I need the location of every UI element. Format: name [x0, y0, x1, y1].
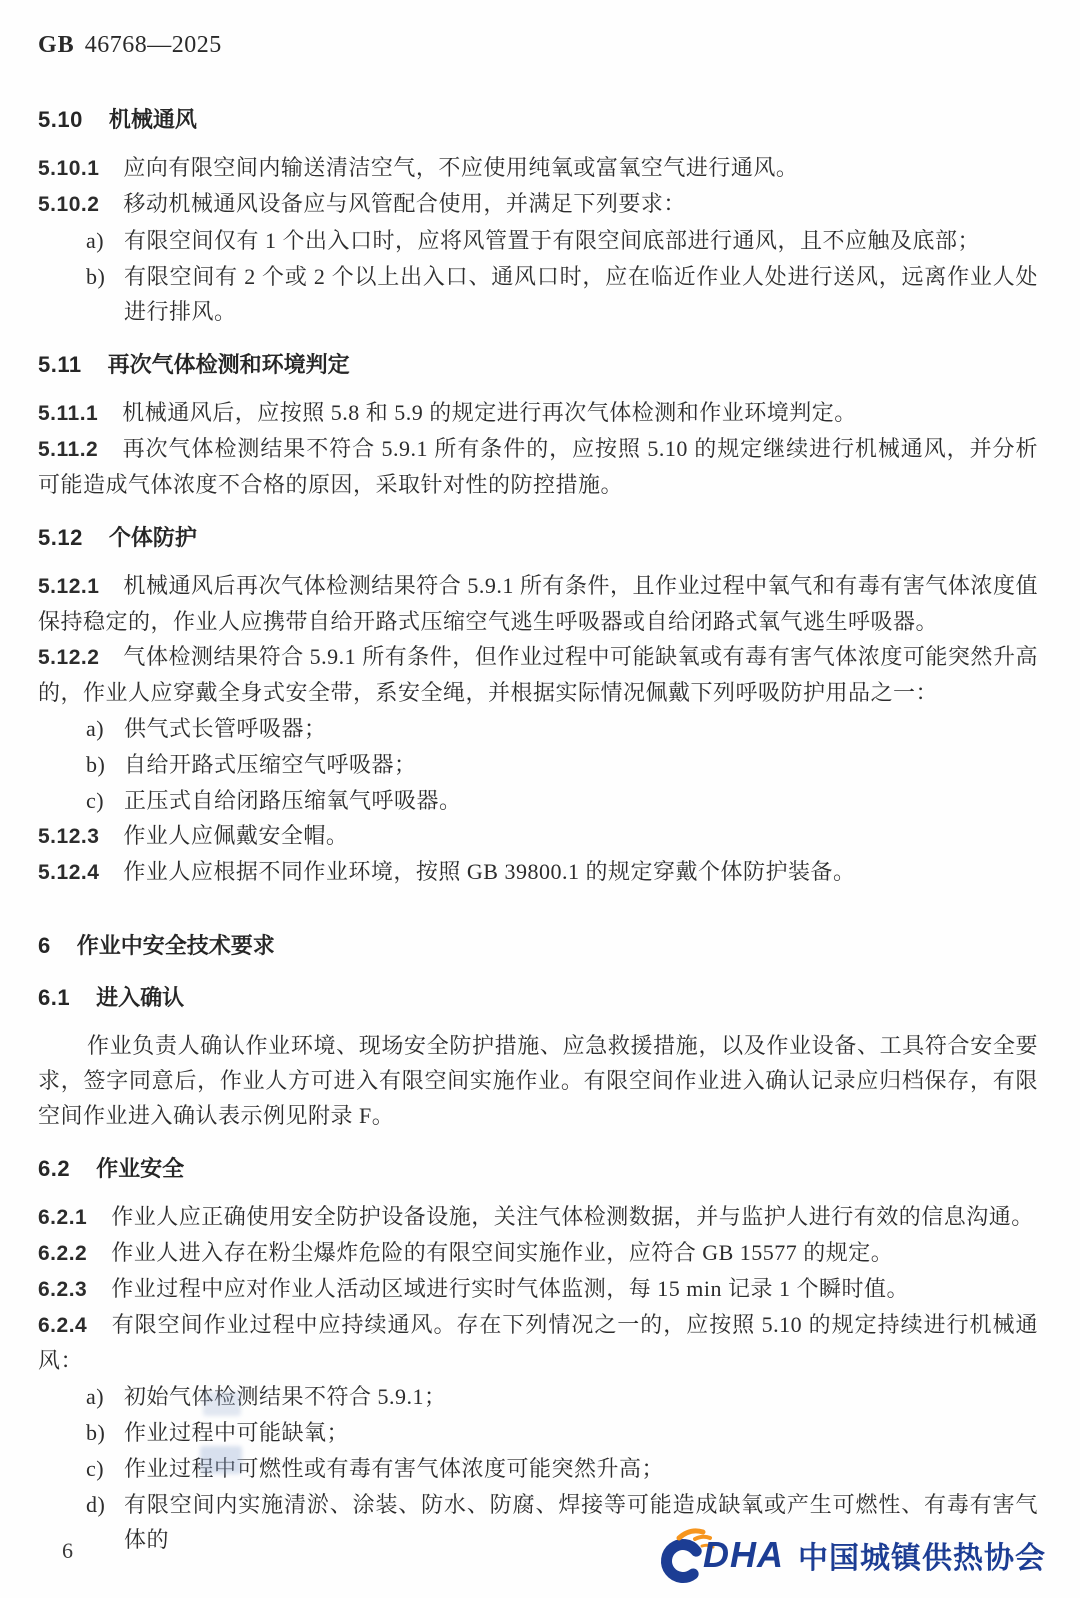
watermark-artifact — [200, 1446, 242, 1474]
list-item-text: 有限空间有 2 个或 2 个以上出入口、通风口时，应在临近作业人处进行送风，远离作业人处进行排风。 — [124, 264, 1038, 324]
standard-code: 46768—2025 — [84, 32, 222, 58]
clause-6-2-2 — [38, 1235, 1038, 1271]
clause-number: 5.11.1 — [38, 402, 99, 425]
clause-text: 再次气体检测结果不符合 5.9.1 所有条件的，应按照 5.10 的规定继续进行机械通风，并分析可能造成气体浓度不合格的原因，采取针对性的防控措施。 — [38, 436, 1038, 497]
section-number: 5.10 — [38, 107, 83, 132]
list-item-text: 有限空间仅有 1 个出入口时，应将风管置于有限空间底部进行通风，且不应触及底部； — [124, 228, 981, 253]
list-item — [38, 1415, 1038, 1450]
list-item-label: c) — [86, 788, 105, 813]
clause-text: 作业人应正确使用安全防护设备设施，关注气体检测数据，并与监护人进行有效的信息沟通。 — [111, 1204, 1034, 1229]
list-item-text: 供气式长管呼吸器； — [124, 716, 327, 741]
clause-number: 6.2.3 — [38, 1278, 88, 1301]
clause-5-11-1 — [38, 395, 1038, 431]
clause-5-12-3 — [38, 818, 1038, 854]
cdha-association-logo — [657, 1526, 1046, 1584]
clause-number: 5.10.2 — [38, 193, 100, 216]
list-item-text: 作业过程中可能缺氧； — [124, 1420, 350, 1445]
list-item-label: d) — [86, 1492, 106, 1517]
clause-6-2-1 — [38, 1199, 1038, 1235]
standard-number-header — [38, 30, 1038, 60]
list-item-label: a) — [86, 1384, 105, 1409]
section-number: 5.11 — [38, 352, 82, 377]
clause-5-12-1 — [38, 568, 1038, 639]
list-item — [38, 1379, 1038, 1414]
list-item-label: b) — [86, 1420, 106, 1445]
clause-number: 5.12.4 — [38, 861, 100, 884]
clause-number: 6.2.2 — [38, 1242, 88, 1265]
list-item-label: a) — [86, 716, 105, 741]
clause-number: 5.10.1 — [38, 157, 100, 180]
list-item-label: c) — [86, 1456, 105, 1481]
clause-5-12-2 — [38, 639, 1038, 710]
clause-number: 6.2.4 — [38, 1314, 88, 1337]
chapter-title: 作业中安全技术要求 — [76, 933, 275, 958]
chapter-number: 6 — [38, 933, 51, 958]
list-item-label: b) — [86, 752, 106, 777]
clause-5-10-2 — [38, 186, 1038, 222]
list-item-label: b) — [86, 264, 106, 289]
clause-6-2-3 — [38, 1271, 1038, 1307]
list-item — [38, 711, 1038, 746]
clause-text: 作业过程中应对作业人活动区域进行实时气体监测，每 15 min 记录 1 个瞬时值。 — [111, 1276, 909, 1301]
clause-6-2-4 — [38, 1307, 1038, 1378]
section-title: 进入确认 — [96, 985, 185, 1010]
clause-text: 机械通风后，应按照 5.8 和 5.9 的规定进行再次气体检测和作业环境判定。 — [122, 400, 857, 425]
section-title: 机械通风 — [108, 107, 197, 132]
list-item-text: 有限空间内实施清淤、涂装、防水、防腐、焊接等可能造成缺氧或产生可燃性、有毒有害气体的 — [124, 1492, 1038, 1552]
section-title: 作业安全 — [96, 1156, 185, 1181]
list-item — [38, 259, 1038, 329]
section-number: 6.2 — [38, 1156, 71, 1181]
page-number: 6 — [62, 1538, 73, 1563]
chapter-heading-6 — [38, 930, 1038, 962]
clause-number: 5.12.3 — [38, 825, 100, 848]
section-title: 个体防护 — [108, 525, 197, 550]
watermark-artifact — [203, 1392, 241, 1416]
clause-text: 作业人进入存在粉尘爆炸危险的有限空间实施作业，应符合 GB 15577 的规定。 — [111, 1240, 894, 1265]
section-heading-5-10 — [38, 104, 1038, 136]
list-item — [38, 747, 1038, 782]
clause-5-11-2 — [38, 431, 1038, 502]
clause-number: 6.2.1 — [38, 1206, 88, 1229]
list-item — [38, 1451, 1038, 1486]
list-item-text: 正压式自给闭路压缩氧气呼吸器。 — [124, 788, 462, 813]
section-number: 5.12 — [38, 525, 83, 550]
clause-text: 应向有限空间内输送清洁空气，不应使用纯氧或富氧空气进行通风。 — [123, 155, 799, 180]
clause-text: 有限空间作业过程中应持续通风。存在下列情况之一的，应按照 5.10 的规定持续进行机械通风： — [38, 1312, 1038, 1373]
list-item-label: a) — [86, 228, 105, 253]
clause-text: 移动机械通风设备应与风管配合使用，并满足下列要求： — [123, 191, 686, 216]
clause-number: 5.12.1 — [38, 575, 100, 598]
section-heading-5-11 — [38, 349, 1038, 381]
clause-text: 机械通风后再次气体检测结果符合 5.9.1 所有条件，且作业过程中氧气和有毒有害气体浓度值保持稳定的，作业人应携带自给开路式压缩空气逃生呼吸器或自给闭路式氧气逃生呼吸器。 — [38, 573, 1038, 634]
paragraph-6-1: 作业负责人确认作业环境、现场安全防护措施、应急救援措施，以及作业设备、工具符合安全要求，签字同意后，作业人方可进入有限空间实施作业。有限空间作业进入确认记录应归档保存，有限空间作业进入确认表示例见附录 F。 — [38, 1033, 1038, 1128]
clause-5-12-4 — [38, 854, 1038, 890]
list-item — [38, 783, 1038, 818]
logo-abbr-text: DHA — [703, 1534, 784, 1575]
clause-text: 气体检测结果符合 5.9.1 所有条件，但作业过程中可能缺氧或有毒有害气体浓度可能突然升高的，作业人应穿戴全身式安全带，系安全绳，并根据实际情况佩戴下列呼吸防护用品之一： — [38, 644, 1038, 705]
clause-number: 5.12.2 — [38, 646, 100, 669]
section-title: 再次气体检测和环境判定 — [107, 352, 350, 377]
clause-number: 5.11.2 — [38, 438, 99, 461]
section-heading-5-12 — [38, 522, 1038, 554]
list-item-text: 初始气体检测结果不符合 5.9.1； — [124, 1384, 447, 1409]
clause-5-10-1 — [38, 150, 1038, 186]
section-heading-6-2 — [38, 1153, 1038, 1185]
list-item-text: 作业过程中可燃性或有毒有害气体浓度可能突然升高； — [124, 1456, 665, 1481]
logo-association-name: 中国城镇供热协会 — [798, 1542, 1046, 1575]
list-item-text: 自给开路式压缩空气呼吸器； — [124, 752, 417, 777]
section-heading-6-1 — [38, 982, 1038, 1014]
clause-text: 作业人应根据不同作业环境，按照 GB 39800.1 的规定穿戴个体防护装备。 — [123, 859, 856, 884]
standard-prefix: GB — [38, 32, 75, 58]
section-number: 6.1 — [38, 985, 71, 1010]
clause-text: 作业人应佩戴安全帽。 — [123, 823, 349, 848]
list-item — [38, 223, 1038, 258]
